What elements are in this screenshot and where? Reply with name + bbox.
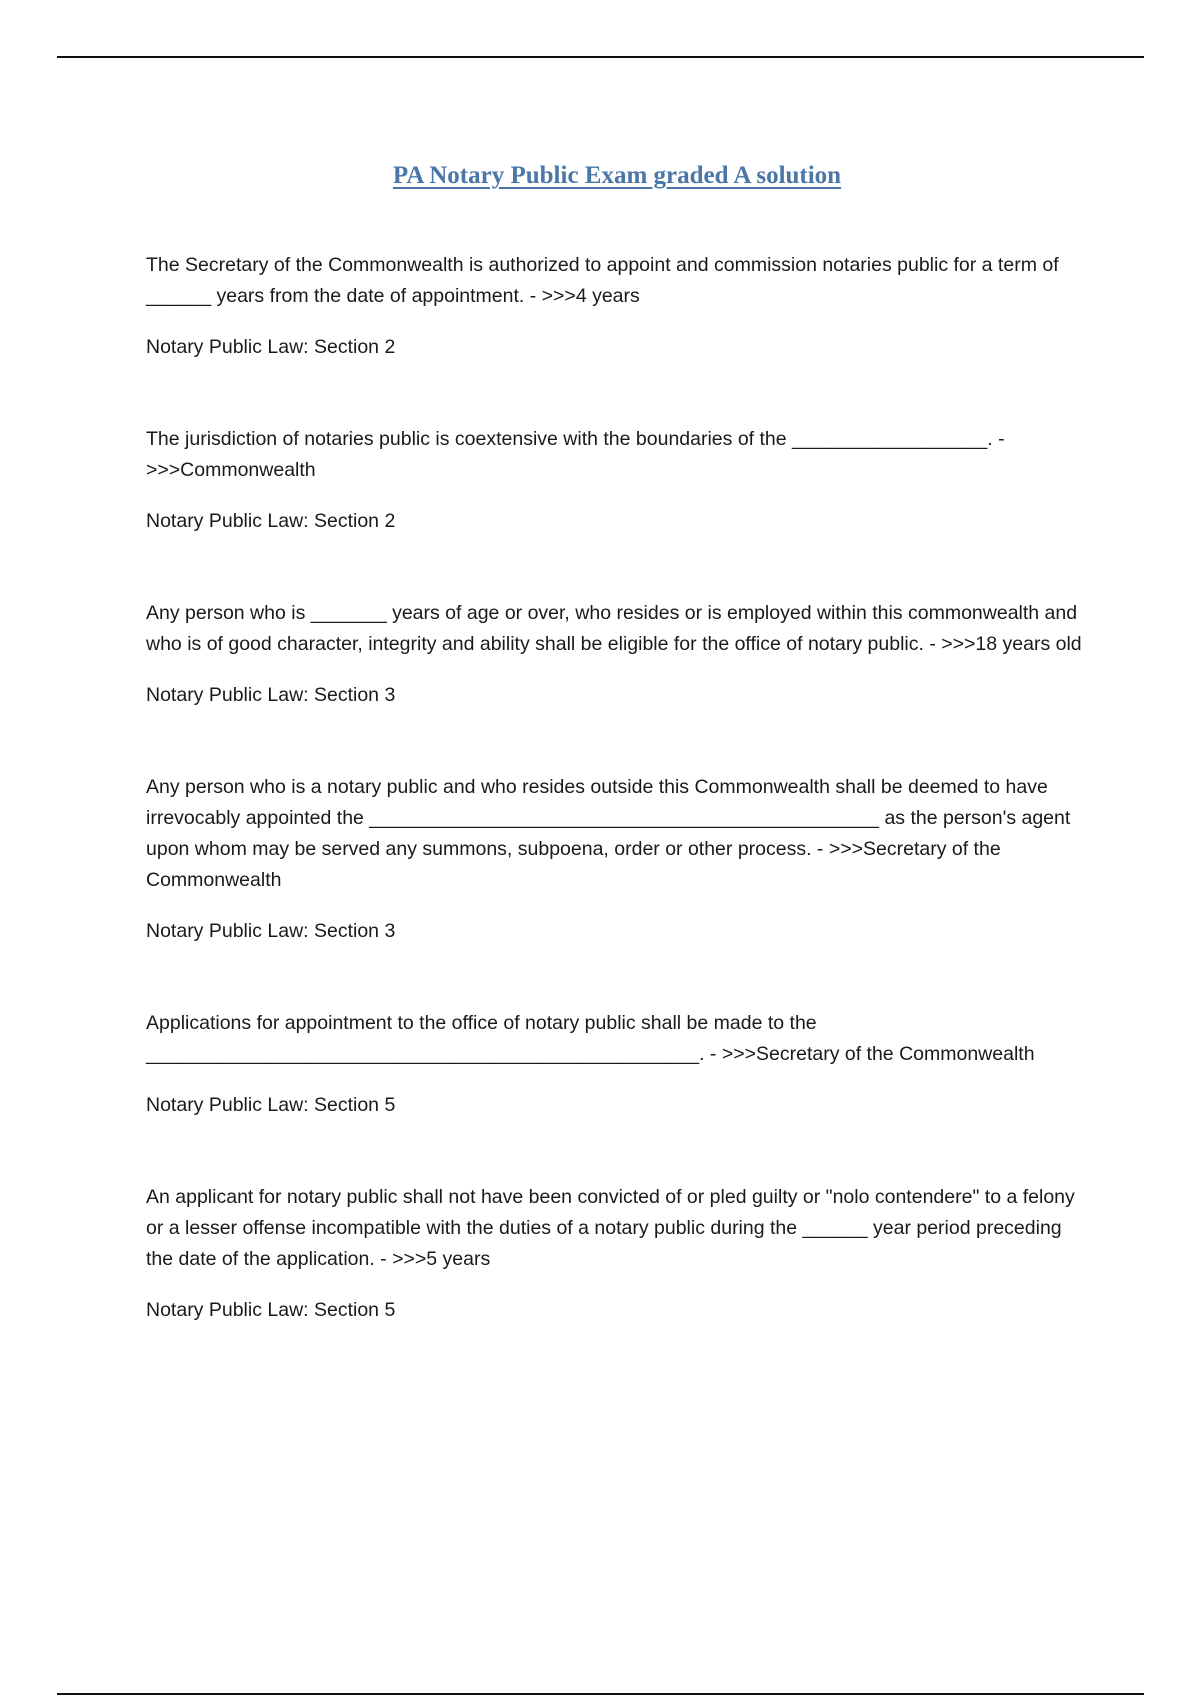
question-text: The jurisdiction of notaries public is coextensive with the boundaries of the __________________. - >>>Commonwealth [146, 428, 1005, 481]
reference-text: Notary Public Law: Section 2 [146, 336, 396, 358]
question-text: Any person who is a notary public and who resides outside this Commonwealth shall be deemed to have irrevocably appointed the _______________________________________________ as the person's agent upon whom may be served any summons, subpoena, order or other process. - >>>Secretary of the Commonwealth [146, 776, 1071, 891]
question-text: Applications for appointment to the office of notary public shall be made to the ___________________________________________________. - >>>Secretary of the Commonwealth [146, 1012, 1035, 1065]
reference-text: Notary Public Law: Section 3 [146, 920, 396, 942]
qa-item [146, 424, 1091, 537]
reference-text: Notary Public Law: Section 5 [146, 1094, 396, 1116]
footer-rule [57, 1693, 1144, 1695]
document-title: PA Notary Public Exam graded A solution [392, 162, 842, 189]
qa-list [146, 250, 1091, 1326]
qa-item [146, 1008, 1091, 1121]
header-rule [57, 56, 1144, 58]
question-text: An applicant for notary public shall not have been convicted of or pled guilty or "nolo contendere" to a felony or a lesser offense incompatible with the duties of a notary public during the ______ year period preceding the date of the application. - >>>5 years [146, 1186, 1075, 1270]
question-text: The Secretary of the Commonwealth is authorized to appoint and commission notaries public for a term of ______ years from the date of appointment. - >>>4 years [146, 254, 1059, 307]
reference-text: Notary Public Law: Section 2 [146, 510, 396, 532]
qa-item [146, 598, 1091, 711]
reference-text: Notary Public Law: Section 5 [146, 1299, 396, 1321]
qa-item [146, 250, 1091, 363]
question-text: Any person who is _______ years of age or over, who resides or is employed within this commonwealth and who is of good character, integrity and ability shall be eligible for the office of notary public. - >>>18 years old [146, 602, 1082, 655]
qa-item [146, 1182, 1091, 1326]
reference-text: Notary Public Law: Section 3 [146, 684, 396, 706]
qa-item [146, 772, 1091, 947]
